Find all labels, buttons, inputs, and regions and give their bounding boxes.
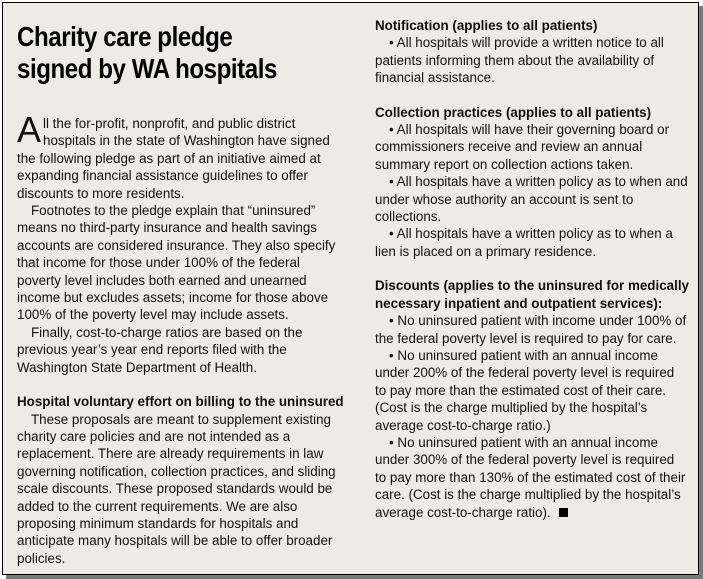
- discounts-bullet-text: • No uninsured patient with an annual income under 300% of the federal poverty level is required to pay more than 130% of the estimated cost of their care. (Cost is the charge multiplied by the hospital’s average cost-to-charge ratio).: [375, 434, 686, 520]
- end-mark-icon: [559, 508, 568, 517]
- right-column: [375, 17, 689, 521]
- left-column: [17, 21, 345, 567]
- discounts-bullet-last: [375, 434, 689, 521]
- voluntary-body: These proposals are meant to supplement existing charity care policies and are not intended as a replacement. There are already requirements in law governing notification, collection practices, and sliding scale discounts. These proposed standards would be added to the current requirements. We are also proposing minimum standards for hospitals and anticipate many hospitals will be able to offer broader policies.: [17, 411, 336, 566]
- collection-heading: Collection practices (applies to all patients): [375, 104, 652, 120]
- drop-cap: A: [17, 109, 42, 150]
- headline: [17, 21, 344, 85]
- notification-bullet: • All hospitals will provide a written notice to all patients informing them about the availability of financial assistance.: [375, 35, 664, 86]
- footnotes-paragraph: Footnotes to the pledge explain that “uninsured” means no third-party insurance and health savings accounts are considered insurance. They also specify that income for those under 100% of the federal poverty level includes both earned and unearned income but excludes assets; income for those above 100% of the poverty level may include assets.: [17, 203, 336, 323]
- collection-bullet: • All hospitals have a written policy as to when and under whose authority an account is sent to collections.: [375, 174, 688, 225]
- intro-paragraph: [17, 109, 345, 202]
- collection-bullet: • All hospitals have a written policy as to when a lien is placed on a primary residence.: [375, 226, 673, 259]
- discounts-bullet: • No uninsured patient with an annual income under 200% of the federal poverty level is required to pay more than the estimated cost of their care. (Cost is the charge multiplied by the hospital’s average cost-to-charge ratio.): [375, 347, 675, 433]
- collection-bullet: • All hospitals will have their governing board or commissioners receive and review an annual summary report on collection actions taken.: [375, 122, 670, 172]
- voluntary-heading: Hospital voluntary effort on billing to the uninsured: [17, 394, 344, 410]
- cost-ratio-paragraph: Finally, cost-to-charge ratios are based on the previous year’s year end reports filed with the Washington State Department of Health.: [17, 324, 303, 375]
- box-shadow-bottom: [6, 575, 703, 579]
- box-shadow-right: [699, 6, 703, 579]
- intro-text: ll the for-profit, nonprofit, and public district hospitals in the state of Washington have signed the following pledge as part of an initiative aimed at expanding financial assistance guidelines to offer discounts to more residents.: [17, 116, 330, 201]
- sidebar-box: [2, 2, 699, 575]
- headline-line-1: Charity care pledge: [17, 21, 233, 52]
- headline-line-2: signed by WA hospitals: [17, 53, 277, 84]
- discounts-heading: Discounts (applies to the uninsured for medically necessary inpatient and outpatient services):: [375, 278, 689, 311]
- discounts-bullet: • No uninsured patient with income under 100% of the federal poverty level is required to pay for care.: [375, 313, 687, 346]
- notification-heading: Notification (applies to all patients): [375, 18, 598, 33]
